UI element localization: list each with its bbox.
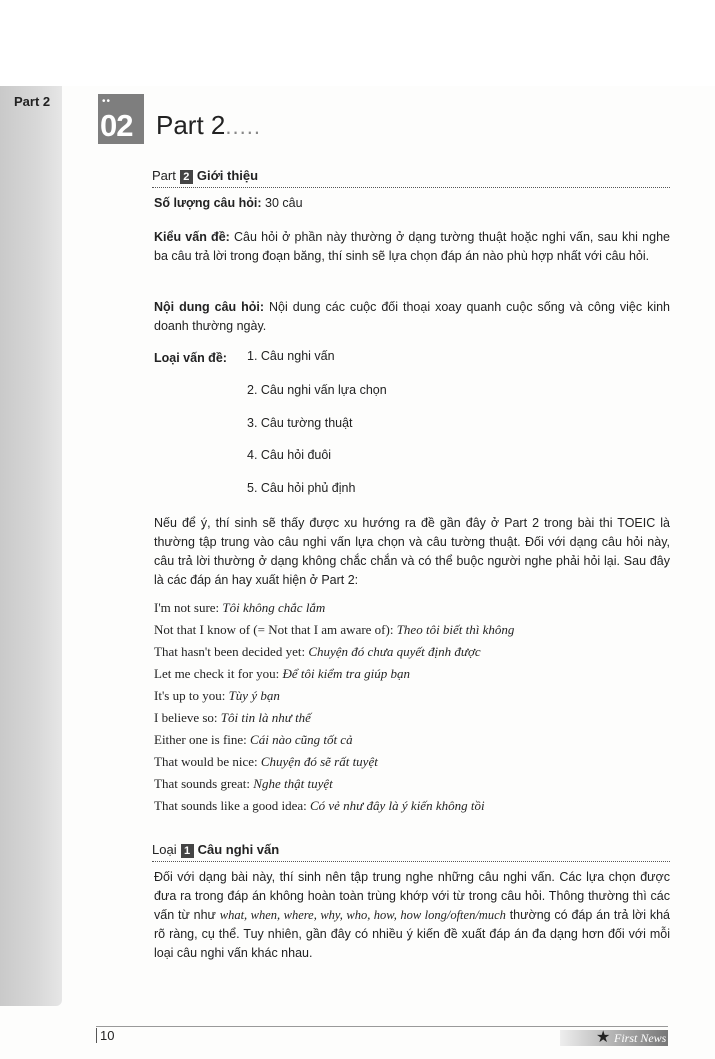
section-title: Câu nghi vấn [197,842,280,857]
part-number-badge [98,94,144,144]
example-english: It's up to you: [154,688,226,703]
example-vietnamese: Tùy ý bạn [228,688,280,703]
question-content [154,298,670,336]
example-vietnamese: Nghe thật tuyệt [253,776,333,791]
example-line [154,732,353,748]
side-strip [0,86,62,1006]
list-item: 4. Câu hỏi đuôi [247,448,332,462]
example-vietnamese: Chuyện đó sẽ rất tuyệt [260,754,378,769]
example-vietnamese: Để tôi kiểm tra giúp bạn [282,666,410,681]
section-word: Loại [152,842,177,857]
list-item: 3. Câu tường thuật [247,416,353,430]
list-item: 5. Câu hỏi phủ định [247,481,356,495]
example-line [154,666,410,682]
example-english: That sounds great: [154,776,251,791]
example-english: I'm not sure: [154,600,220,615]
example-line [154,688,280,704]
type1-text-a: Đối với dạng bài này, thí sinh nên tập trung nghe những câu nghi vấn. Các lựa chọn được đưa ra trong đáp án không hoàn toàn trùng khớp với từ trong câu hỏi. Thông thường thì các vấn từ như [154,870,670,922]
example-line [154,622,514,638]
page-number: 10 [96,1028,114,1043]
badge-number: 02 [100,108,133,143]
type1-text-b: thường có đáp án trả lời khá rõ ràng, cụ thể. Tuy nhiên, gần đây có nhiều ý kiến đề xuất đáp án đa dạng hơn đối với mỗi loại câu nghi vấn khác nhau. [154,908,670,960]
page-top-margin [0,0,715,86]
page-title-dots: ..... [225,114,261,139]
badge-dots: •• [102,96,112,107]
example-english: That sounds like a good idea: [154,798,307,813]
example-english: That would be nice: [154,754,258,769]
side-tab-label: Part 2 [14,94,51,109]
example-english: Let me check it for you: [154,666,280,681]
star-icon: ★ [596,1029,611,1046]
type1-question-words: what, when, where, why, who, how, how long/often/much [219,908,506,922]
example-line [154,798,485,814]
list-item: 1. Câu nghi vấn [247,349,335,363]
example-line [154,644,481,660]
type1-section-header [152,841,670,862]
count-label: Số lượng câu hỏi: [154,196,262,210]
content-text: Nội dung các cuộc đối thoại xoay quanh cuộc sống và công việc kinh doanh thường ngày. [154,300,671,333]
brand-name: First News [614,1031,667,1045]
type-text: Câu hỏi ở phần này thường ở dạng tường thuật hoặc nghi vấn, sau khi nghe ba câu trả lời trong đoạn băng, thí sinh sẽ lựa chọn đáp án nào phù hợp nhất với câu hỏi. [154,230,670,263]
example-line [154,600,325,616]
section-word: Part [152,168,176,183]
example-vietnamese: Cái nào cũng tốt cả [250,732,353,747]
example-line [154,710,311,726]
example-line [154,754,378,770]
question-type [154,228,670,266]
question-count [154,194,670,213]
example-vietnamese: Chuyện đó chưa quyết định được [308,644,481,659]
example-vietnamese: Có vẻ như đây là ý kiến không tồi [309,798,485,813]
count-text: 30 câu [265,196,303,210]
page-title [156,110,261,141]
intro-section-header [152,167,670,188]
page-title-text: Part 2 [156,110,226,140]
section-number-box: 2 [180,170,193,184]
content-label: Nội dung câu hỏi: [154,300,265,314]
type-label: Kiểu vấn đề: [154,230,230,244]
trend-paragraph: Nếu để ý, thí sinh sẽ thấy được xu hướng ra đề gần đây ở Part 2 trong bài thi TOEIC là thường tập trung vào câu nghi vấn lựa chọn và câu tường thuật. Đối với dạng câu hỏi này, câu trả lời thường ở dạng không chắc chắn và có thể buộc người nghe phải hỏi lại. Sau đây là các đáp án hay xuất hiện ở Part 2: [154,516,670,587]
example-english: Not that I know of (= Not that I am aware of): [154,622,394,637]
section-number-box: 1 [181,844,194,858]
brand-logo [560,1030,668,1046]
section-title: Giới thiệu [196,168,259,183]
type1-paragraph [154,868,670,963]
example-english: That hasn't been decided yet: [154,644,306,659]
example-line [154,776,333,792]
example-english: I believe so: [154,710,218,725]
kinds-label: Loại vấn đề: [154,351,227,365]
footer-rule [96,1026,668,1027]
example-vietnamese: Theo tôi biết thì không [396,622,515,637]
list-item: 2. Câu nghi vấn lựa chọn [247,383,387,397]
example-english: Either one is fine: [154,732,247,747]
example-vietnamese: Tôi không chắc lắm [222,600,326,615]
example-vietnamese: Tôi tin là như thế [220,710,311,725]
